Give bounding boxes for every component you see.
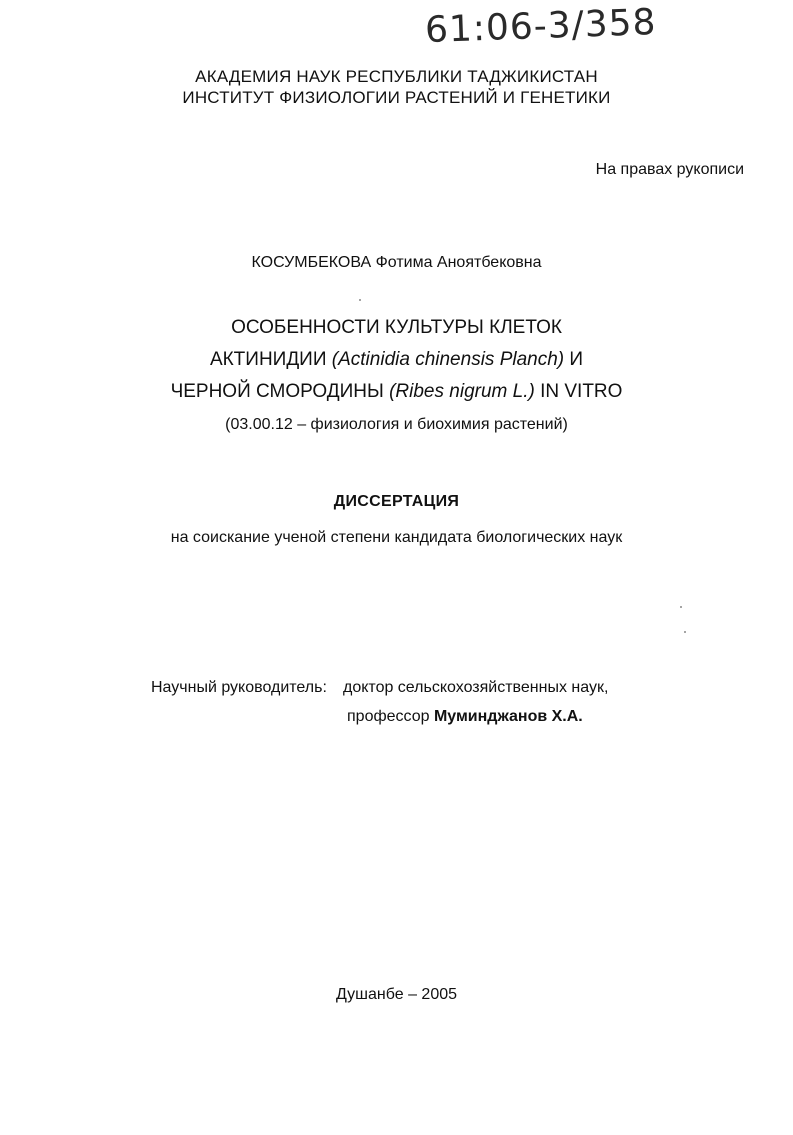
supervisor-name: Муминджанов Х.А. [433, 708, 583, 725]
title-line-2-latin: (Actinidia chinensis Planch) [331, 349, 565, 370]
title-line-3-latin: (Ribes nigrum L.) [389, 381, 535, 402]
title-line-2-suffix: И [569, 349, 584, 370]
document-type-heading: ДИССЕРТАЦИЯ [333, 493, 460, 510]
place-and-year: Душанбе – 2005 [335, 986, 458, 1003]
specialty-code: (03.00.12 – физиология и биохимия растений) [225, 416, 568, 433]
title-line-3-prefix: ЧЕРНОЙ СМОРОДИНЫ [170, 381, 384, 402]
supervisor-position: профессор [347, 708, 430, 725]
title-line-1: ОСОБЕННОСТИ КУЛЬТУРЫ КЛЕТОК [231, 317, 562, 338]
title-line-3 [0, 376, 793, 408]
title-line-3-suffix: IN VITRO [540, 381, 623, 402]
degree-statement: на соискание ученой степени кандидата биологических наук [170, 529, 623, 546]
dissertation-title [0, 312, 793, 408]
catalog-number-handwritten: 61:06-3/358 [424, 1, 658, 52]
supervisor-label: Научный руководитель: [151, 679, 327, 696]
institution-line-1: АКАДЕМИЯ НАУК РЕСПУБЛИКИ ТАДЖИКИСТАН [195, 67, 598, 86]
title-line-2 [0, 344, 793, 376]
scan-speck [359, 299, 361, 301]
supervisor-degree: доктор сельскохозяйственных наук, [343, 679, 609, 696]
institution-line-2: ИНСТИТУТ ФИЗИОЛОГИИ РАСТЕНИЙ И ГЕНЕТИКИ [182, 88, 611, 107]
supervisor-position-name [347, 708, 583, 726]
rights-note: На правах рукописи [595, 161, 744, 178]
scan-speck [680, 606, 682, 608]
title-line-2-prefix: АКТИНИДИИ [209, 349, 327, 370]
scan-speck [684, 631, 686, 633]
author-name: КОСУМБЕКОВА Фотима Аноятбековна [251, 254, 542, 271]
